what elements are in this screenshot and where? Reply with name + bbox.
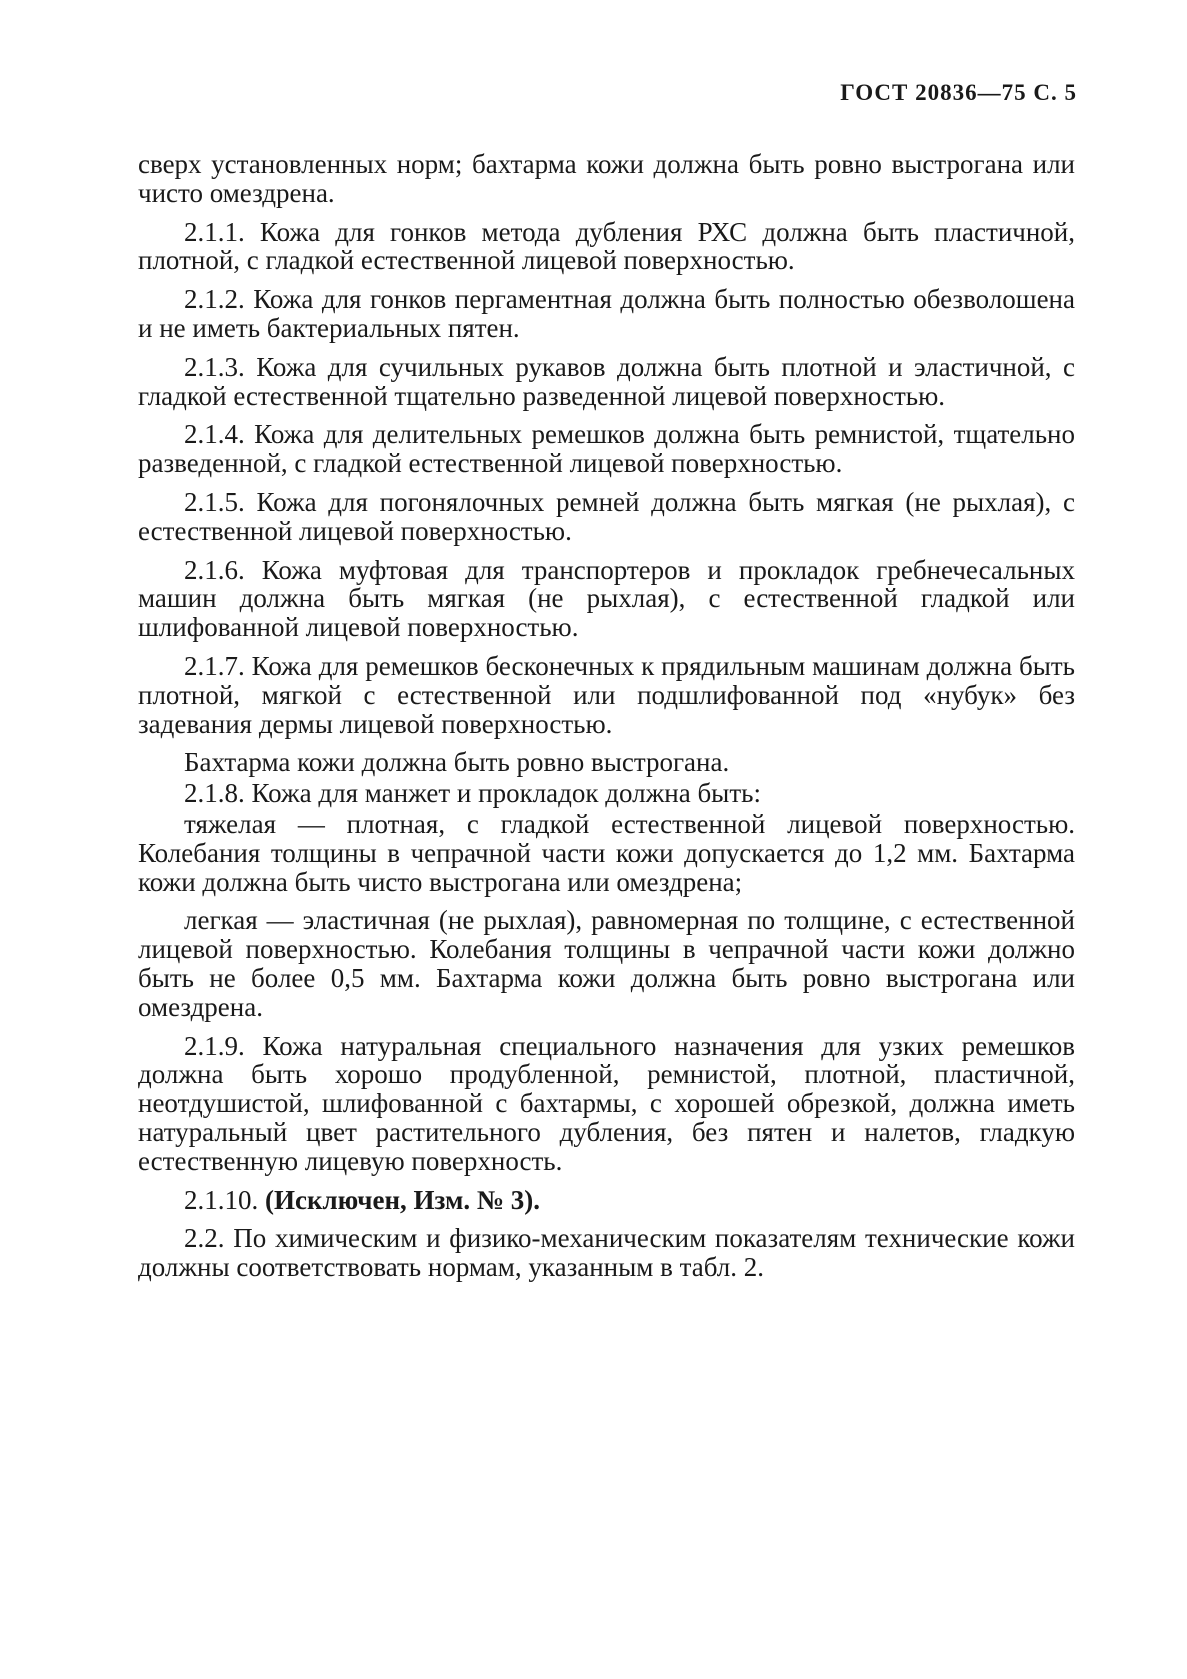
paragraph-2-1-5: 2.1.5. Кожа для погонялочных ремней должна быть мягкая (не рыхлая), с естественной лицевой поверхностью. (138, 486, 1075, 546)
paragraph-2-1-3: 2.1.3. Кожа для сучильных рукавов должна быть плотной и эластичной, с гладкой естественной тщательно разведенной лицевой поверхностью. (138, 351, 1075, 411)
running-header: ГОСТ 20836—75 С. 5 (840, 80, 1077, 105)
paragraph-2-1-1: 2.1.1. Кожа для гонков метода дубления РХС должна быть пластичной, плотной, с гладкой естественной лицевой поверхностью. (138, 216, 1075, 276)
paragraph-bakhtarma: Бахтарма кожи должна быть ровно выстрогана. (184, 747, 730, 778)
clause-number: 2.1.10. (184, 1184, 259, 1215)
paragraph-2-1-9: 2.1.9. Кожа натуральная специального назначения для узких ремешков должна быть хорошо продубленной, ремнистой, плотной, пластичной, неотдушистой, шлифованной с бахтармы, с хорошей обрезкой, должна иметь натуральный цвет растительного дубления, без пятен и налетов, гладкую естественную лицевую поверхность. (138, 1030, 1075, 1176)
excluded-note: (Исключен, Изм. № 3). (265, 1184, 541, 1215)
paragraph-2-1-6: 2.1.6. Кожа муфтовая для транспортеров и прокладок гребнечесальных машин должна быть мягкая (не рыхлая), с естественной гладкой или шлифованной лицевой поверхностью. (138, 554, 1075, 643)
paragraph-heavy: тяжелая — плотная, с гладкой естественной лицевой поверхностью. Колебания толщины в чепрачной части кожи допускается до 1,2 мм. Бахтарма кожи должна быть чисто выстрогана или омездрена; (138, 808, 1075, 897)
paragraph-2-1-4: 2.1.4. Кожа для делительных ремешков должна быть ремнистой, тщательно разведенной, с гладкой естественной лицевой поверхностью. (138, 419, 1075, 479)
paragraph-2-2: 2.2. По химическим и физико-механическим показателям технические кожи должны соответствовать нормам, указанным в табл. 2. (138, 1223, 1075, 1283)
body-text (138, 150, 1075, 1292)
paragraph-light: легкая — эластичная (не рыхлая), равномерная по толщине, с естественной лицевой поверхностью. Колебания толщины в чепрачной части кожи должно быть не более 0,5 мм. Бахтарма кожи должна быть ровно выстрогана или омездрена. (138, 905, 1075, 1022)
paragraph-2-1-8: 2.1.8. Кожа для манжет и прокладок должна быть: (184, 778, 761, 809)
paragraph-continuation: сверх установленных норм; бахтарма кожи должна быть ровно выстрогана или чисто омездрена. (138, 149, 1075, 208)
paragraph-2-1-2: 2.1.2. Кожа для гонков пергаментная должна быть полностью обезволошена и не иметь бактериальных пятен. (138, 284, 1075, 343)
paragraph-2-1-10 (138, 1186, 1075, 1215)
paragraph-2-1-7: 2.1.7. Кожа для ремешков бесконечных к прядильным машинам должна быть плотной, мягкой с естественной или подшлифованной под «нубук» без задевания дермы лицевой поверхностью. (138, 650, 1075, 739)
